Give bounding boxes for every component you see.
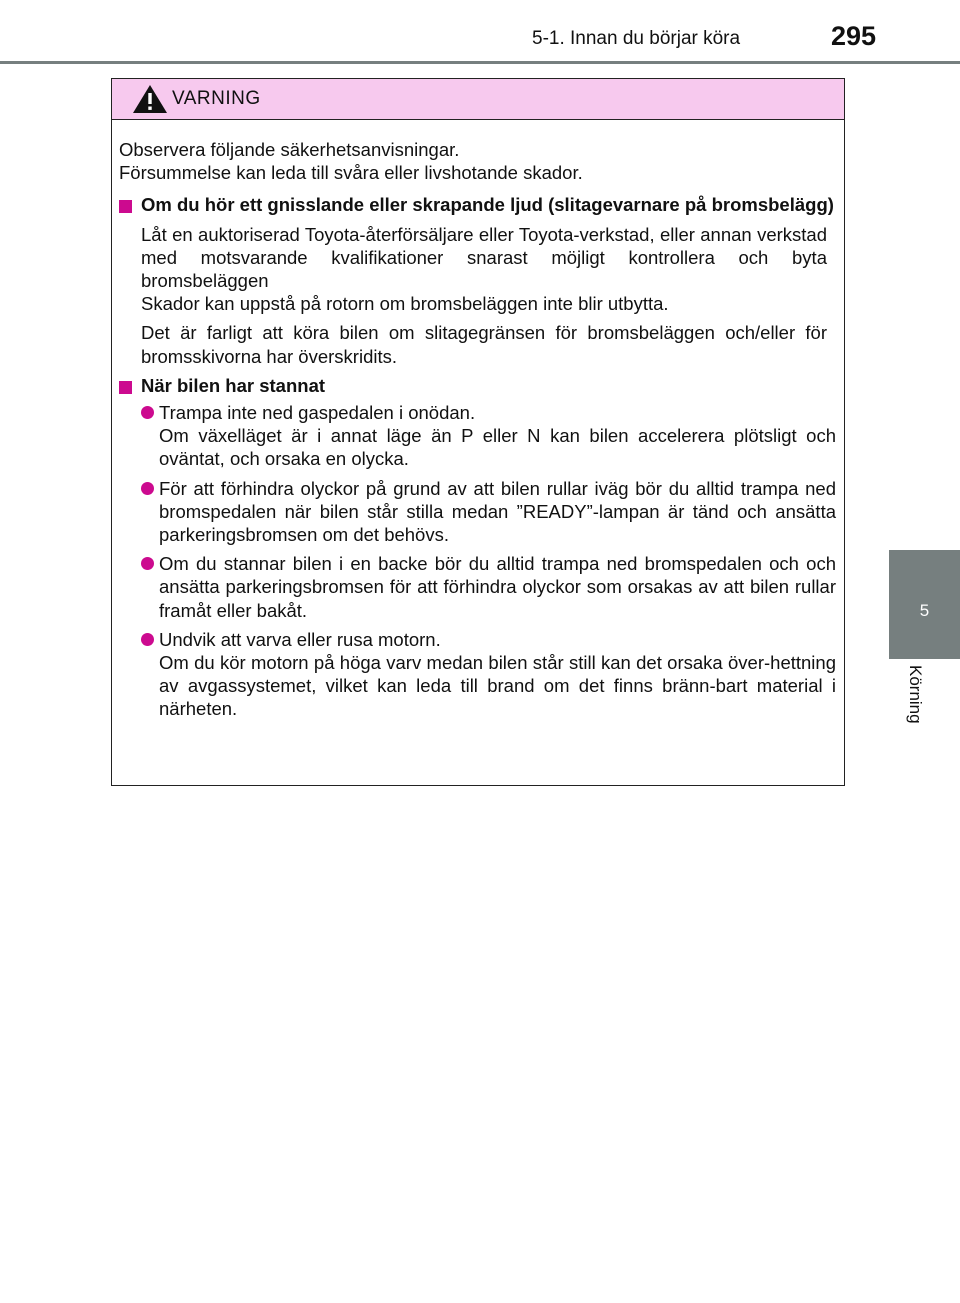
section-brake-wear bbox=[119, 193, 836, 367]
item-line: Om du kör motorn på höga varv medan bilen står still kan det orsaka över-hettning av avgassystemet, vilket kan leda till brand om det finns bränn-bart material i närheten. bbox=[159, 652, 836, 720]
item-line: Om växelläget är i annat läge än P eller N kan bilen accelerera plötsligt och oväntat, och orsaka en olycka. bbox=[159, 425, 836, 470]
chapter-label: Körning bbox=[906, 665, 925, 724]
paragraph-line: Skador kan uppstå på rotorn om bromsbeläggen inte blir utbytta. bbox=[141, 293, 669, 315]
warning-title: VARNING bbox=[172, 88, 261, 109]
paragraph-line: Det är farligt att köra bilen om slitagegränsen för bromsbeläggen och/eller för bromsskivorna har överskridits. bbox=[141, 322, 827, 367]
paragraph bbox=[141, 223, 836, 316]
section-heading: När bilen har stannat bbox=[141, 374, 326, 396]
warning-triangle-icon bbox=[132, 84, 168, 114]
square-bullet-icon bbox=[119, 200, 132, 213]
chapter-label-area bbox=[889, 659, 960, 759]
section-vehicle-stopped bbox=[119, 374, 836, 721]
dot-bullet-icon bbox=[141, 633, 154, 646]
dot-bullet-icon bbox=[141, 482, 154, 495]
list-item bbox=[141, 401, 836, 471]
chapter-number: 5 bbox=[919, 601, 930, 620]
chapter-tab bbox=[889, 550, 960, 659]
section-title: 5-1. Innan du börjar köra bbox=[532, 28, 741, 49]
item-line: Om du stannar bilen i en backe bör du alltid trampa ned bromspedalen och och ansätta parkeringsbromsen för att förhindra olyckor som orsakas av att bilen rullar framåt eller bakåt. bbox=[159, 553, 836, 621]
warning-body bbox=[112, 120, 844, 721]
list-item bbox=[141, 628, 836, 721]
square-bullet-icon bbox=[119, 381, 132, 394]
header-rule bbox=[0, 61, 960, 64]
warning-box bbox=[111, 78, 845, 786]
list-item bbox=[141, 552, 836, 622]
intro-line: Observera följande säkerhetsanvisningar. bbox=[119, 139, 460, 160]
intro-line: Försummelse kan leda till svåra eller livshotande skador. bbox=[119, 162, 583, 184]
item-line: För att förhindra olyckor på grund av att bilen rullar iväg bör du alltid trampa ned bromspedalen när bilen står stilla medan ”READY”-lampan är tänd och ansätta parkeringsbromsen om det behövs. bbox=[159, 477, 836, 546]
paragraph-line: Låt en auktoriserad Toyota-återförsäljare eller Toyota-verkstad, eller annan verkstad med motsvarande kvalifikationer snarast möjligt kontrollera och byta bromsbeläggen bbox=[141, 223, 827, 292]
list-item bbox=[141, 477, 836, 547]
item-line: Undvik att varva eller rusa motorn. bbox=[159, 628, 441, 650]
paragraph bbox=[141, 321, 836, 367]
page-number: 295 bbox=[831, 21, 877, 51]
dot-bullet-icon bbox=[141, 557, 154, 570]
warning-header bbox=[112, 79, 844, 120]
item-line: Trampa inte ned gaspedalen i onödan. bbox=[159, 402, 476, 424]
dot-bullet-icon bbox=[141, 406, 154, 419]
section-heading: Om du hör ett gnisslande eller skrapande ljud (slitagevarnare på bromsbelägg) bbox=[141, 194, 834, 216]
